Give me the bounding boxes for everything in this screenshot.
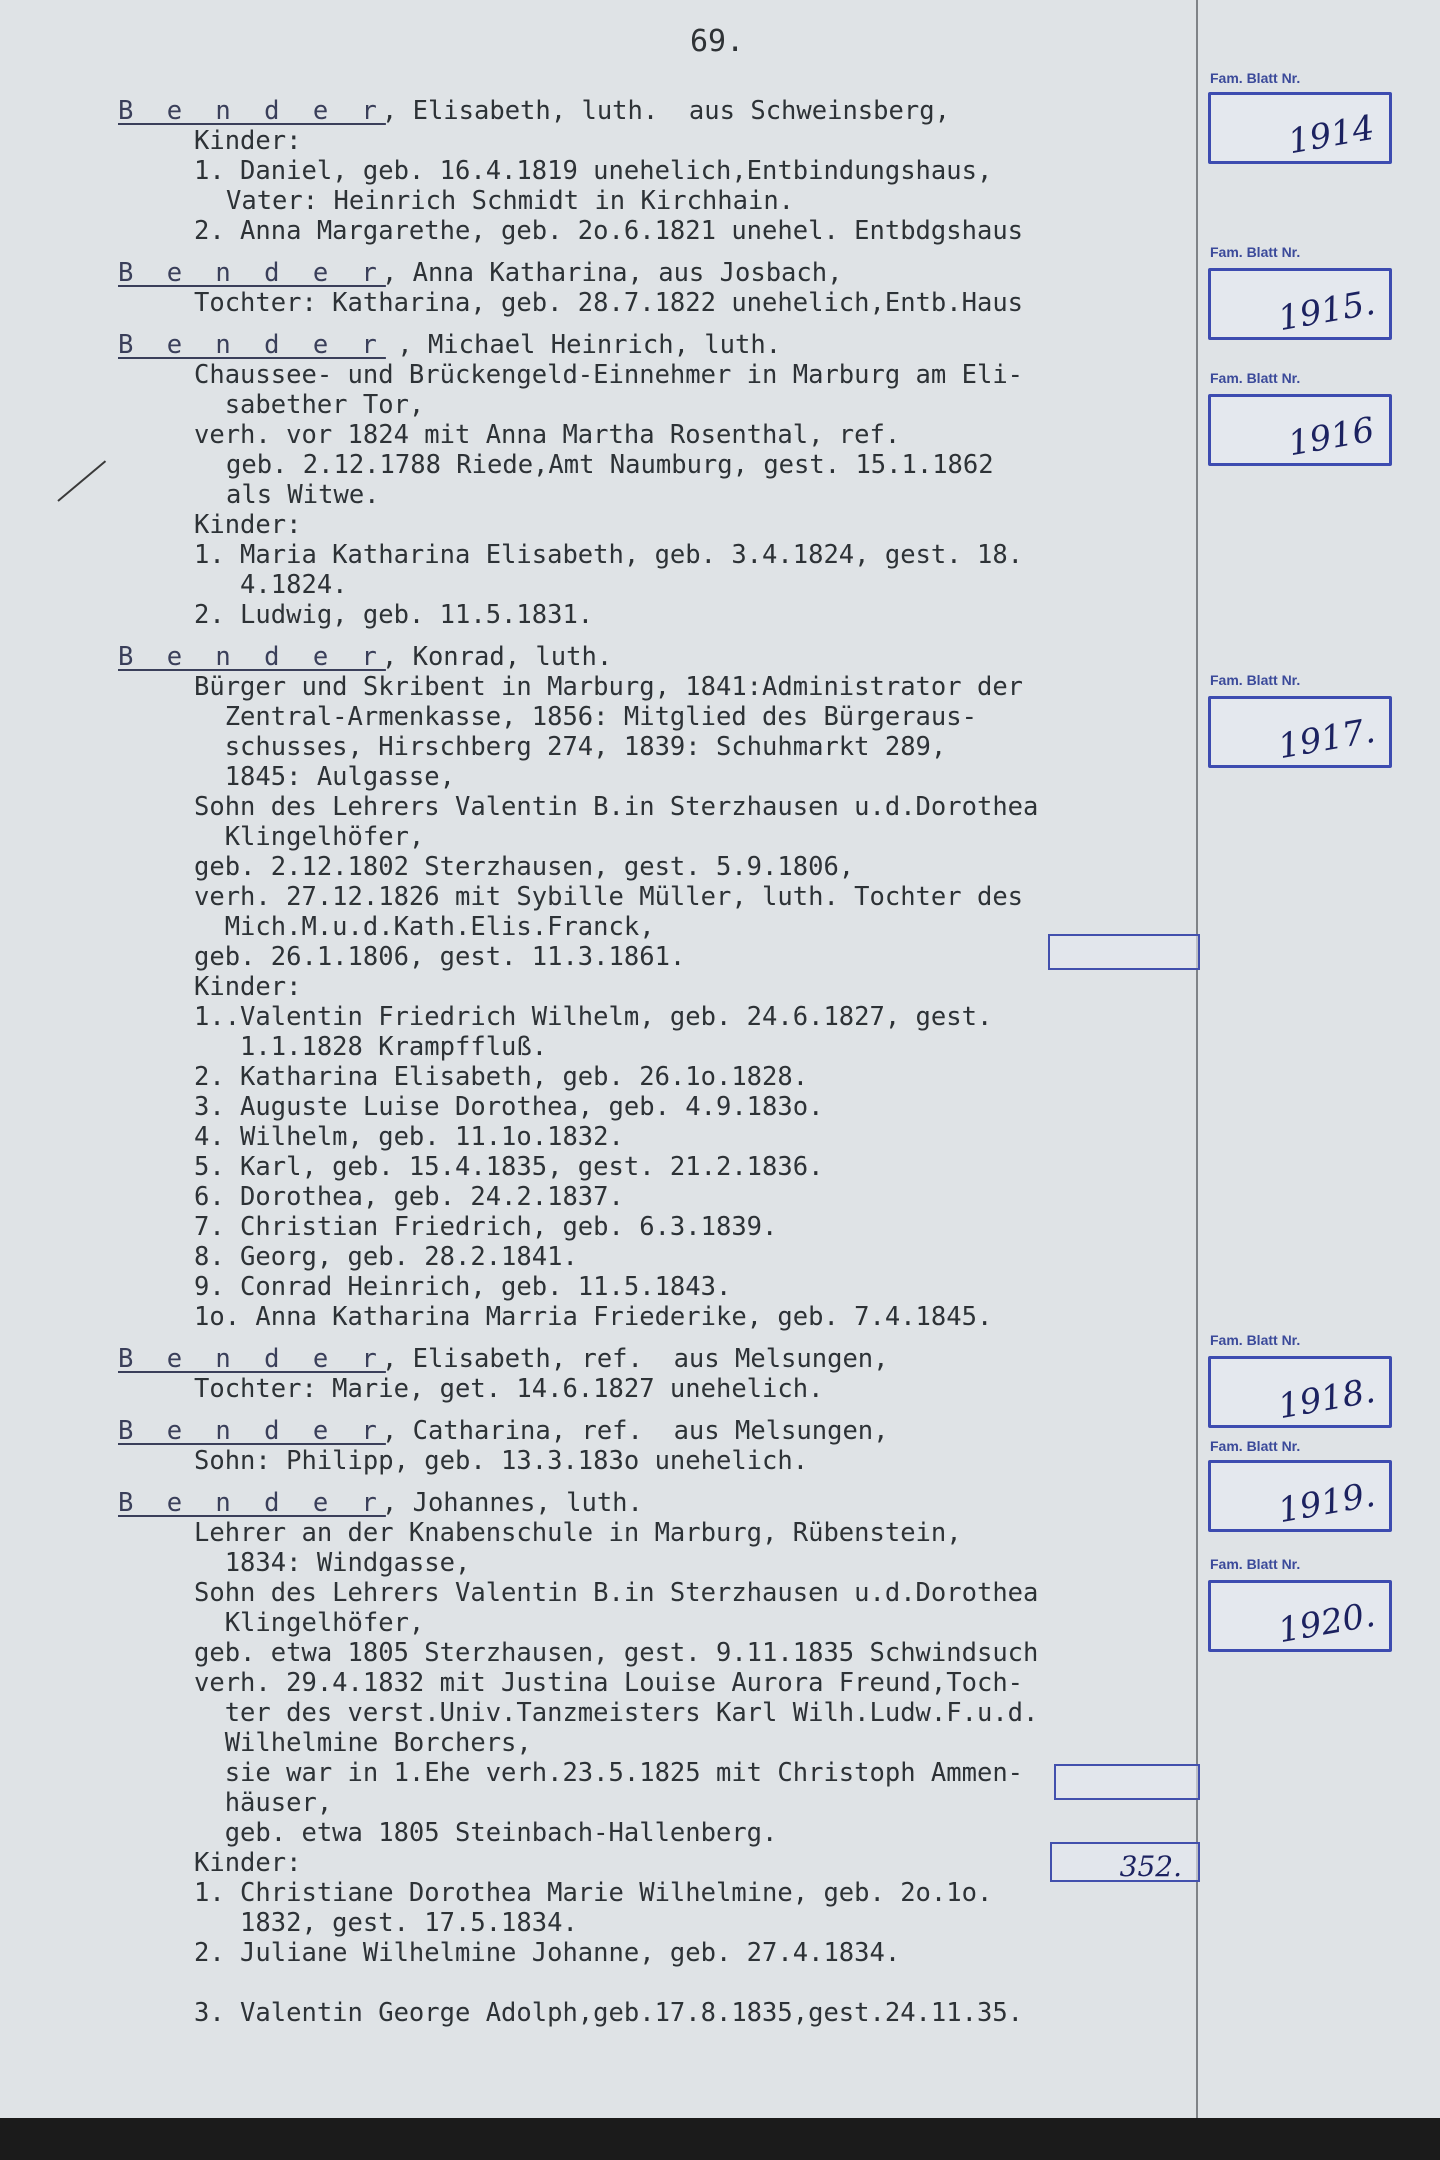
fam-blatt-label: Fam. Blatt Nr. bbox=[1210, 370, 1301, 386]
entry-line bbox=[118, 822, 1198, 852]
entry-line bbox=[118, 1848, 1198, 1878]
fam-blatt-number: 1919. bbox=[1274, 1474, 1378, 1532]
surname: B e n d e r bbox=[118, 258, 386, 288]
entry-text: Mich.M.u.d.Kath.Elis.Franck, bbox=[194, 912, 655, 942]
entry-line bbox=[118, 1182, 1198, 1212]
register-entries bbox=[118, 96, 1198, 2040]
entry-text: , Elisabeth, luth. aus Schweinsberg, bbox=[381, 96, 950, 126]
entry-line bbox=[118, 1698, 1198, 1728]
register-entry bbox=[118, 330, 1198, 630]
register-entry bbox=[118, 1488, 1198, 2028]
inline-ref-box bbox=[1050, 1842, 1200, 1882]
entry-line bbox=[118, 672, 1198, 702]
entry-heading bbox=[118, 1344, 1198, 1374]
entry-text: , Johannes, luth. bbox=[381, 1488, 643, 1518]
entry-line bbox=[118, 1032, 1198, 1062]
register-entry bbox=[118, 96, 1198, 246]
entry-line bbox=[118, 1998, 1198, 2028]
entry-line bbox=[118, 882, 1198, 912]
surname: B e n d e r bbox=[118, 96, 386, 126]
surname: B e n d e r bbox=[118, 1488, 386, 1518]
entry-text: Kinder: bbox=[194, 510, 302, 540]
fam-blatt-label: Fam. Blatt Nr. bbox=[1210, 1332, 1301, 1348]
fam-blatt-label: Fam. Blatt Nr. bbox=[1210, 1438, 1301, 1454]
entry-text: geb. 2.12.1788 Riede,Amt Naumburg, gest. 15.1.1862 bbox=[226, 450, 994, 480]
entry-text: Vater: Heinrich Schmidt in Kirchhain. bbox=[226, 186, 795, 216]
fam-blatt-label: Fam. Blatt Nr. bbox=[1210, 70, 1301, 86]
surname: B e n d e r bbox=[118, 1344, 386, 1374]
fam-blatt-number: 1916 bbox=[1285, 409, 1378, 465]
entry-line bbox=[118, 1758, 1198, 1788]
fam-blatt-label: Fam. Blatt Nr. bbox=[1210, 244, 1301, 260]
fam-blatt-box bbox=[1208, 1356, 1392, 1428]
entry-text: schusses, Hirschberg 274, 1839: Schuhmarkt 289, bbox=[194, 732, 947, 762]
entry-heading bbox=[118, 96, 1198, 126]
entry-text: , Michael Heinrich, luth. bbox=[381, 330, 782, 360]
entry-text: sabether Tor, bbox=[194, 390, 425, 420]
entry-line bbox=[118, 702, 1198, 732]
entry-text: , Konrad, luth. bbox=[381, 642, 613, 672]
entry-text: , Elisabeth, ref. aus Melsungen, bbox=[381, 1344, 889, 1374]
entry-line bbox=[118, 1002, 1198, 1032]
entry-line bbox=[118, 540, 1198, 570]
entry-text: Chaussee- und Brückengeld-Einnehmer in Marburg am Eli- bbox=[194, 360, 1024, 390]
entry-heading bbox=[118, 1488, 1198, 1518]
entry-text: 7. Christian Friedrich, geb. 6.3.1839. bbox=[194, 1212, 778, 1242]
entry-line bbox=[118, 600, 1198, 630]
entry-line bbox=[118, 1302, 1198, 1332]
fam-blatt-box bbox=[1208, 696, 1392, 768]
entry-line bbox=[118, 1212, 1198, 1242]
entry-line bbox=[118, 762, 1198, 792]
inline-ref-box bbox=[1048, 934, 1200, 970]
inline-ref-box bbox=[1054, 1764, 1200, 1800]
entry-text: verh. 27.12.1826 mit Sybille Müller, luth. Tochter des bbox=[194, 882, 1024, 912]
entry-text: 6. Dorothea, geb. 24.2.1837. bbox=[194, 1182, 624, 1212]
entry-text: häuser, bbox=[194, 1788, 333, 1818]
entry-text: geb. 2.12.1802 Sterzhausen, gest. 5.9.1806, bbox=[194, 852, 855, 882]
entry-text: Sohn: Philipp, geb. 13.3.183o unehelich. bbox=[194, 1446, 809, 1476]
entry-line bbox=[118, 450, 1198, 480]
entry-text: Bürger und Skribent in Marburg, 1841:Administrator der bbox=[194, 672, 1024, 702]
register-entry bbox=[118, 1344, 1198, 1404]
entry-text: 1. Daniel, geb. 16.4.1819 unehelich,Entbindungshaus, bbox=[194, 156, 993, 186]
entry-text: Lehrer an der Knabenschule in Marburg, Rübenstein, bbox=[194, 1518, 962, 1548]
entry-heading bbox=[118, 1416, 1198, 1446]
entry-line bbox=[118, 1878, 1198, 1908]
fam-blatt-box bbox=[1208, 268, 1392, 340]
surname: B e n d e r bbox=[118, 642, 386, 672]
entry-line bbox=[118, 792, 1198, 822]
entry-line bbox=[118, 186, 1198, 216]
entry-text: Klingelhöfer, bbox=[194, 822, 425, 852]
entry-text: 1..Valentin Friedrich Wilhelm, geb. 24.6.1827, gest. bbox=[194, 1002, 993, 1032]
surname: B e n d e r bbox=[118, 1416, 386, 1446]
register-entry bbox=[118, 642, 1198, 1332]
fam-blatt-box bbox=[1208, 394, 1392, 466]
entry-line bbox=[118, 1728, 1198, 1758]
entry-line bbox=[118, 126, 1198, 156]
entry-line bbox=[118, 420, 1198, 450]
entry-heading bbox=[118, 330, 1198, 360]
entry-text: , Catharina, ref. aus Melsungen, bbox=[381, 1416, 889, 1446]
fam-blatt-box bbox=[1208, 1580, 1392, 1652]
fam-blatt-label: Fam. Blatt Nr. bbox=[1210, 672, 1301, 688]
entry-text: 2. Juliane Wilhelmine Johanne, geb. 27.4.1834. bbox=[194, 1938, 901, 1968]
entry-line bbox=[118, 1938, 1198, 1968]
entry-line bbox=[118, 1092, 1198, 1122]
entry-line bbox=[118, 732, 1198, 762]
entry-heading bbox=[118, 642, 1198, 672]
entry-line bbox=[118, 972, 1198, 1002]
entry-line bbox=[118, 1272, 1198, 1302]
fam-blatt-number: 1920. bbox=[1274, 1594, 1378, 1652]
entry-text: 4.1824. bbox=[194, 570, 348, 600]
entry-text: 2. Anna Margarethe, geb. 2o.6.1821 unehel. Entbdgshaus bbox=[194, 216, 1024, 246]
entry-line bbox=[118, 1152, 1198, 1182]
entry-text: geb. 26.1.1806, gest. 11.3.1861. bbox=[194, 942, 686, 972]
entry-text: 1845: Aulgasse, bbox=[194, 762, 455, 792]
entry-text: 1. Christiane Dorothea Marie Wilhelmine, geb. 2o.1o. bbox=[194, 1878, 993, 1908]
entry-text: 4. Wilhelm, geb. 11.1o.1832. bbox=[194, 1122, 624, 1152]
entry-text: Tochter: Katharina, geb. 28.7.1822 unehelich,Entb.Haus bbox=[194, 288, 1024, 318]
fam-blatt-number: 1914 bbox=[1285, 107, 1378, 163]
entry-line bbox=[118, 288, 1198, 318]
register-entry bbox=[118, 1416, 1198, 1476]
entry-text: 1832, gest. 17.5.1834. bbox=[194, 1908, 578, 1938]
entry-text: 3. Auguste Luise Dorothea, geb. 4.9.183o. bbox=[194, 1092, 824, 1122]
entry-text: 1834: Windgasse, bbox=[194, 1548, 471, 1578]
entry-text: als Witwe. bbox=[226, 480, 380, 510]
entry-line bbox=[118, 1578, 1198, 1608]
entry-text: 2. Ludwig, geb. 11.5.1831. bbox=[194, 600, 594, 630]
entry-line bbox=[118, 852, 1198, 882]
fam-blatt-number: 1917. bbox=[1274, 710, 1378, 768]
entry-text: Kinder: bbox=[194, 1848, 302, 1878]
entry-text: geb. etwa 1805 Steinbach-Hallenberg. bbox=[194, 1818, 778, 1848]
entry-line bbox=[118, 570, 1198, 600]
entry-line bbox=[118, 1908, 1198, 1938]
entry-text: 1.1.1828 Krampffluß. bbox=[194, 1032, 548, 1062]
fam-blatt-number: 1918. bbox=[1274, 1370, 1378, 1428]
entry-text: verh. vor 1824 mit Anna Martha Rosenthal, ref. bbox=[194, 420, 901, 450]
entry-line bbox=[118, 1548, 1198, 1578]
entry-line bbox=[118, 1446, 1198, 1476]
entry-text: Kinder: bbox=[194, 972, 302, 1002]
entry-text: 2. Katharina Elisabeth, geb. 26.1o.1828. bbox=[194, 1062, 809, 1092]
entry-line bbox=[118, 1608, 1198, 1638]
entry-text: Tochter: Marie, get. 14.6.1827 unehelich. bbox=[194, 1374, 824, 1404]
fam-blatt-box bbox=[1208, 92, 1392, 164]
entry-line bbox=[118, 1122, 1198, 1152]
entry-line bbox=[118, 1062, 1198, 1092]
fam-blatt-label: Fam. Blatt Nr. bbox=[1210, 1556, 1301, 1572]
entry-text: Klingelhöfer, bbox=[194, 1608, 425, 1638]
entry-text: geb. etwa 1805 Sterzhausen, gest. 9.11.1835 Schwindsuch bbox=[194, 1638, 1039, 1668]
entry-text: verh. 29.4.1832 mit Justina Louise Aurora Freund,Toch- bbox=[194, 1668, 1024, 1698]
entry-text: Sohn des Lehrers Valentin B.in Sterzhausen u.d.Dorothea bbox=[194, 1578, 1039, 1608]
entry-line bbox=[118, 1638, 1198, 1668]
fam-blatt-box bbox=[1208, 1460, 1392, 1532]
entry-text: Zentral-Armenkasse, 1856: Mitglied des Bürgeraus- bbox=[194, 702, 977, 732]
entry-line bbox=[118, 1242, 1198, 1272]
entry-text: Wilhelmine Borchers, bbox=[194, 1728, 532, 1758]
entry-text: ter des verst.Univ.Tanzmeisters Karl Wilh.Ludw.F.u.d. bbox=[194, 1698, 1039, 1728]
entry-text: 8. Georg, geb. 28.2.1841. bbox=[194, 1242, 578, 1272]
entry-text: 3. Valentin George Adolph,geb.17.8.1835,gest.24.11.35. bbox=[194, 1998, 1024, 2028]
entry-line bbox=[118, 480, 1198, 510]
entry-text: Sohn des Lehrers Valentin B.in Sterzhausen u.d.Dorothea bbox=[194, 792, 1039, 822]
entry-line bbox=[118, 1818, 1198, 1848]
register-entry bbox=[118, 258, 1198, 318]
entry-line bbox=[118, 1968, 1198, 1998]
entry-line bbox=[118, 156, 1198, 186]
entry-text: 1o. Anna Katharina Marria Friederike, geb. 7.4.1845. bbox=[194, 1302, 993, 1332]
entry-line bbox=[118, 1668, 1198, 1698]
entry-line bbox=[118, 912, 1198, 942]
entry-line bbox=[118, 360, 1198, 390]
entry-text: Kinder: bbox=[194, 126, 302, 156]
entry-heading bbox=[118, 258, 1198, 288]
entry-line bbox=[118, 1788, 1198, 1818]
entry-line bbox=[118, 510, 1198, 540]
entry-line bbox=[118, 942, 1198, 972]
entry-line bbox=[118, 390, 1198, 420]
inline-ref-number: 352. bbox=[1119, 1850, 1182, 1883]
entry-line bbox=[118, 216, 1198, 246]
page-number: 69. bbox=[690, 24, 745, 59]
fam-blatt-number: 1915. bbox=[1274, 282, 1378, 340]
entry-line bbox=[118, 1518, 1198, 1548]
entry-text: 9. Conrad Heinrich, geb. 11.5.1843. bbox=[194, 1272, 732, 1302]
entry-text: , Anna Katharina, aus Josbach, bbox=[381, 258, 843, 288]
entry-text: sie war in 1.Ehe verh.23.5.1825 mit Christoph Ammen- bbox=[194, 1758, 1024, 1788]
entry-line bbox=[118, 1374, 1198, 1404]
entry-text: 5. Karl, geb. 15.4.1835, gest. 21.2.1836. bbox=[194, 1152, 824, 1182]
pen-mark bbox=[57, 460, 106, 501]
entry-text: 1. Maria Katharina Elisabeth, geb. 3.4.1824, gest. 18. bbox=[194, 540, 1024, 570]
surname: B e n d e r bbox=[118, 330, 386, 360]
